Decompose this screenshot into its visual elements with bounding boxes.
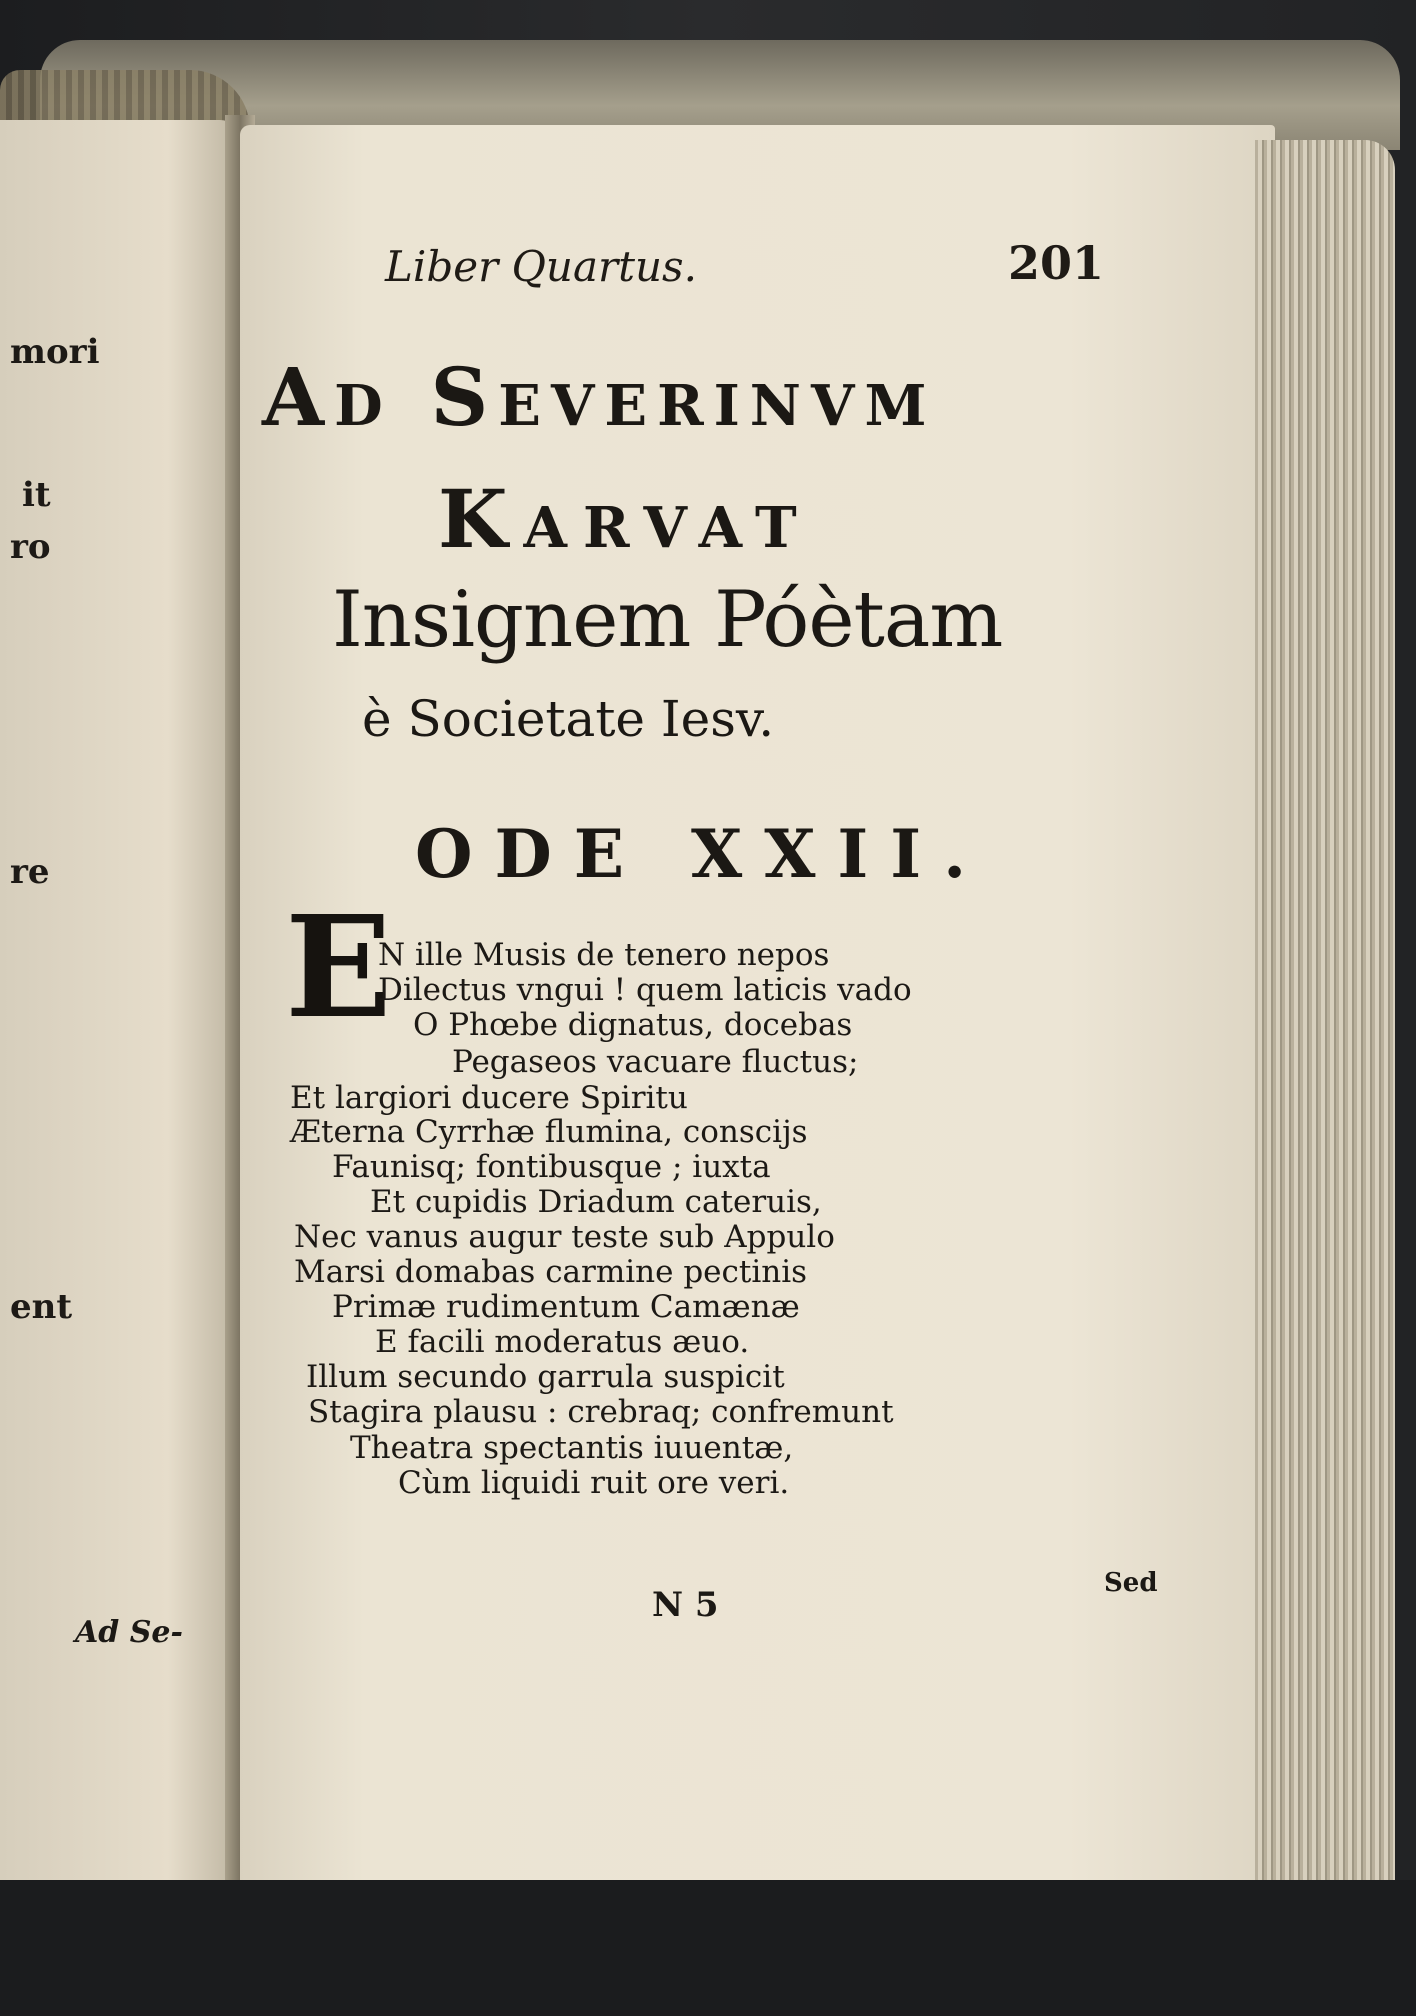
verse-line: Cùm liquidi ruit ore veri.: [398, 1465, 790, 1501]
verse-line: Æterna Cyrrhæ flumina, conscijs: [290, 1114, 808, 1150]
verse-line: N ille Musis de tenero nepos: [378, 937, 830, 973]
verse-line: Pegaseos vacuare fluctus;: [452, 1044, 859, 1080]
left-fragment: ro: [10, 527, 51, 567]
verse-line: Theatra spectantis iuuentæ,: [350, 1430, 794, 1466]
left-fragment: it: [22, 475, 51, 515]
left-fragment: ent: [10, 1287, 73, 1327]
verse-line: Stagira plausu : crebraq; confremunt: [308, 1394, 894, 1430]
page-stack-edge: [1255, 140, 1395, 1910]
catchword: Sed: [1104, 1568, 1158, 1598]
ode-heading: ODE XXII.: [415, 815, 989, 893]
left-catchword: Ad Se-: [75, 1615, 183, 1650]
bottom-board: [0, 1880, 1416, 2016]
verse-line: Faunisq; fontibusque ; iuxta: [332, 1149, 771, 1185]
left-fragment: re: [10, 852, 50, 892]
verse-line: E facili moderatus æuo.: [375, 1324, 750, 1360]
title-line-2: Karvat: [438, 472, 813, 566]
verse-line: Nec vanus augur teste sub Appulo: [294, 1219, 835, 1255]
left-fragment: mori: [10, 332, 100, 372]
verse-line: O Phœbe dignatus, docebas: [413, 1007, 853, 1043]
verse-line: Dilectus vngui ! quem laticis vado: [378, 972, 912, 1008]
running-head: Liber Quartus.: [385, 242, 697, 291]
verse-line: Et cupidis Driadum cateruis,: [370, 1184, 822, 1220]
verse-line: Illum secundo garrula suspicit: [306, 1359, 785, 1395]
title-line-1: Ad Severinvm: [262, 350, 937, 444]
page-number: 201: [1008, 236, 1105, 290]
verse-line: Et largiori ducere Spiritu: [290, 1080, 688, 1116]
title-line-3: Insignem Póètam: [332, 575, 1003, 665]
verse-line: Primæ rudimentum Camænæ: [332, 1289, 800, 1325]
verse-line: Marsi domabas carmine pectinis: [294, 1254, 808, 1290]
title-line-4: è Societate Iesv.: [362, 690, 775, 748]
drop-cap: E: [285, 886, 392, 1050]
signature-mark: N 5: [652, 1585, 719, 1625]
